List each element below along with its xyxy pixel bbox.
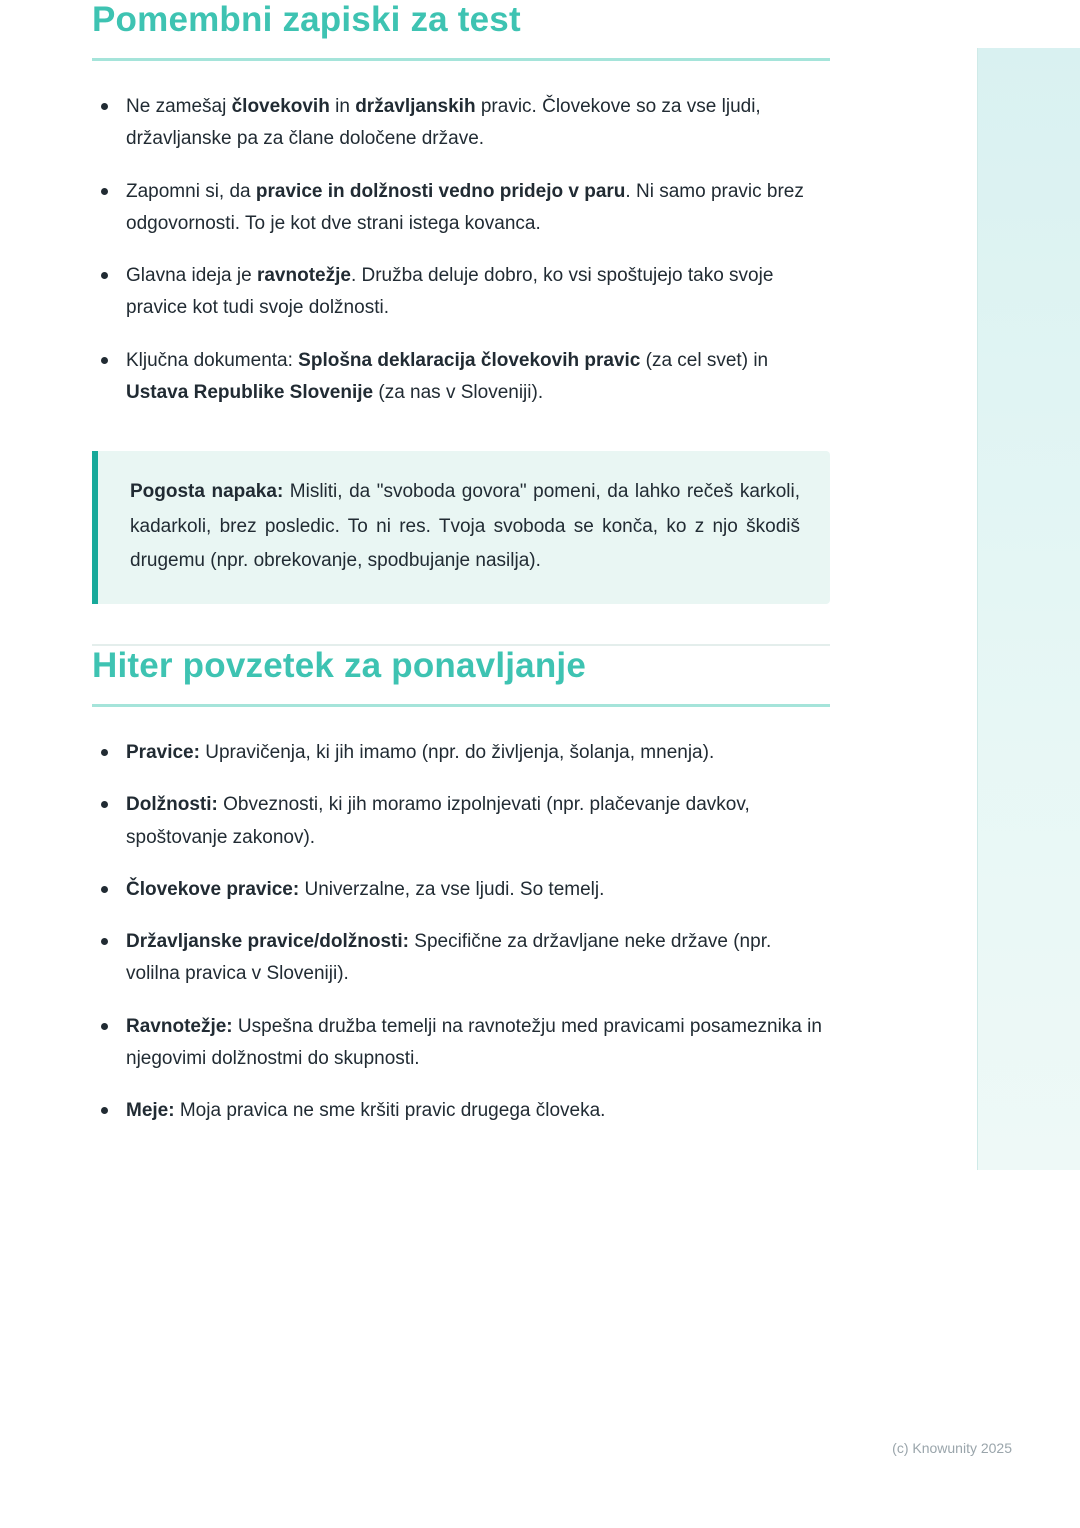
list-item: Ključna dokumenta: Splošna deklaracija človekovih pravic (za cel svet) in Ustava Republike Slovenije (za nas v Sloveniji).	[92, 345, 830, 410]
list-item: Dolžnosti: Obveznosti, ki jih moramo izpolnjevati (npr. plačevanje davkov, spoštovanje zakonov).	[92, 789, 830, 854]
list-item: Človekove pravice: Univerzalne, za vse ljudi. So temelj.	[92, 874, 830, 906]
section1-bullet-list	[92, 91, 830, 409]
common-mistake-callout	[92, 451, 830, 604]
list-item: Ravnotežje: Uspešna družba temelji na ravnotežju med pravicami posameznika in njegovimi dolžnostmi do skupnosti.	[92, 1011, 830, 1076]
document-content	[92, 0, 830, 1148]
list-item: Zapomni si, da pravice in dolžnosti vedno pridejo v paru. Ni samo pravic brez odgovornosti. To je kot dve strani istega kovanca.	[92, 176, 830, 241]
callout-text: Pogosta napaka: Misliti, da "svoboda govora" pomeni, da lahko rečeš karkoli, kadarkoli, brez posledic. To ni res. Tvoja svoboda se konča, ko z njo škodiš drugemu (npr. obrekovanje, spodbujanje nasilja).	[130, 481, 801, 571]
list-item: Glavna ideja je ravnotežje. Družba deluje dobro, ko vsi spoštujejo tako svoje pravice kot tudi svoje dolžnosti.	[92, 260, 830, 325]
side-accent-strip	[977, 48, 1080, 1170]
section1-title: Pomembni zapiski za test	[92, 0, 521, 39]
list-item: Državljanske pravice/dolžnosti: Specifične za državljane neke države (npr. volilna pravica v Sloveniji).	[92, 926, 830, 991]
section2-bullet-list	[92, 737, 830, 1128]
section1-title-rule	[92, 58, 830, 61]
section2-title: Hiter povzetek za ponavljanje	[92, 645, 587, 685]
list-item: Ne zamešaj človekovih in državljanskih pravic. Človekove so za vse ljudi, državljanske pa za člane določene države.	[92, 91, 830, 156]
copyright-footer: (c) Knowunity 2025	[892, 1440, 1012, 1456]
section2-title-rule	[92, 704, 830, 707]
list-item: Pravice: Upravičenja, ki jih imamo (npr. do življenja, šolanja, mnenja).	[92, 737, 830, 769]
list-item: Meje: Moja pravica ne sme kršiti pravic drugega človeka.	[92, 1095, 830, 1127]
